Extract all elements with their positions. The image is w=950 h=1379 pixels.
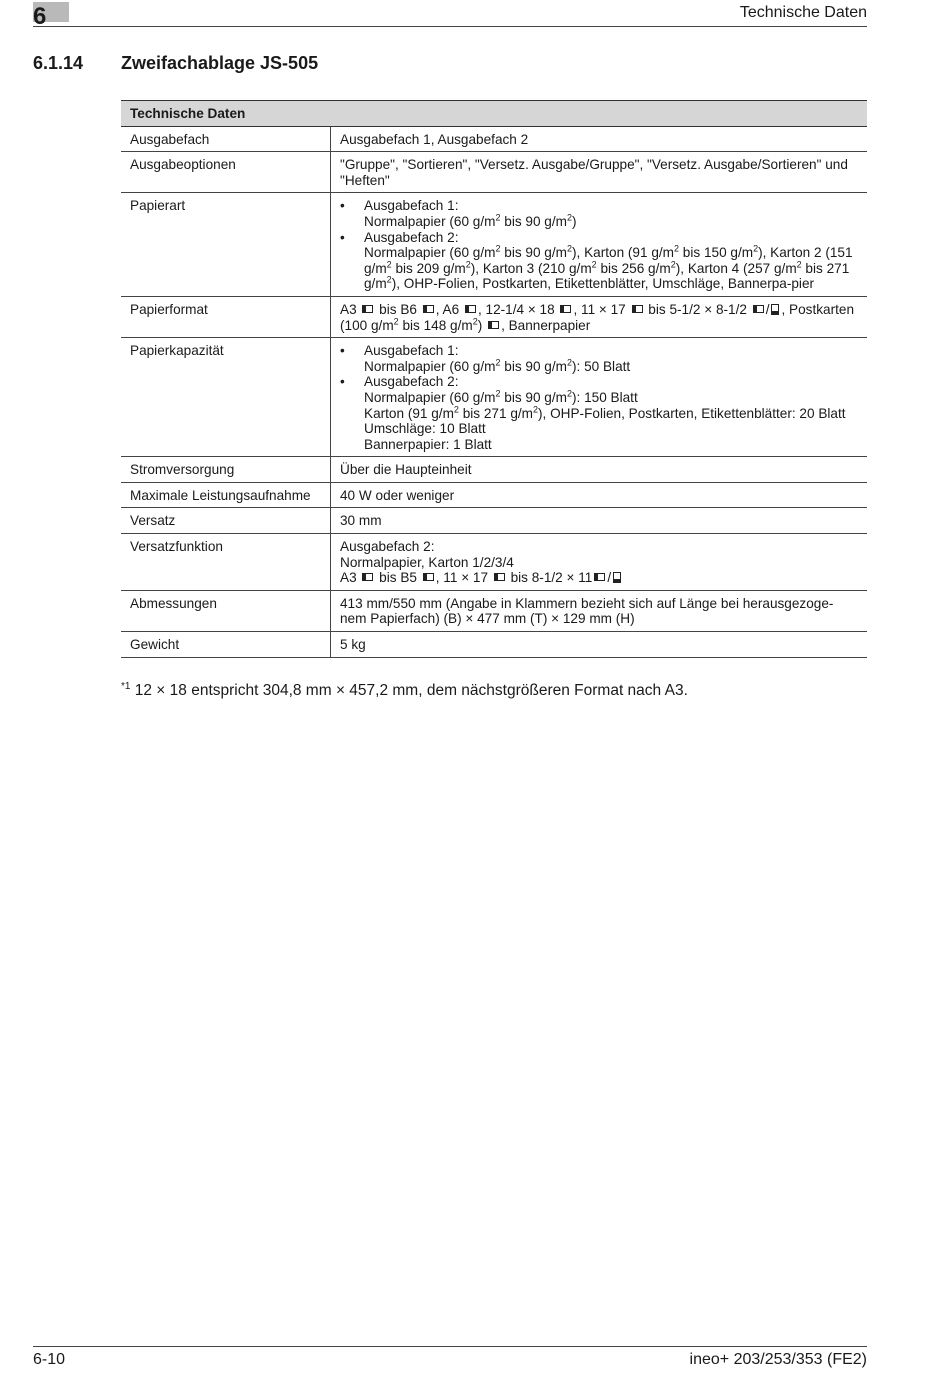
paper-landscape-icon [560,305,571,313]
table-row [121,632,867,658]
row-value: Über die Haupteinheit [331,457,868,483]
paper-landscape-icon [362,573,373,581]
bullet-detail: Normalpapier (60 $g/m^2$ bis 90 $g/m^2$): 50 Blatt [364,357,631,374]
paper-landscape-icon [423,305,434,313]
section-number: 6.1.14 [33,53,84,73]
paper-landscape-icon [362,305,373,313]
paper-landscape-icon [753,305,764,313]
bullet: • [340,374,345,390]
row-key: Ausgabefach [121,126,331,152]
bullet-item: • Ausgabefach 2: [340,374,459,390]
footnote-marker: *1 [121,680,131,692]
row-value: 413 mm/550 mm (Angabe in Klammern bezieht sich auf Länge bei herausgezoge-nem Papierfach) (B) × 477 mm (T) × 129 mm (H) [331,590,868,631]
row-value: 40 W oder weniger [331,482,868,508]
bullet-detail: Normalpapier (60 $g/m^2$ bis 90 $g/m^2$) [364,212,577,229]
row-key: Maximale Leistungsaufnahme [121,482,331,508]
row-value [331,338,868,457]
row-value: Ausgabefach 2: Normalpapier, Karton 1/2/3/4 A3 bis B5 , 11 × 17 bis 8-1/2 × 11 / [331,534,868,591]
bullet-item: • Ausgabefach 1: [340,198,459,214]
table-row [121,590,867,631]
paper-landscape-icon [465,305,476,313]
table-row [121,482,867,508]
paper-landscape-icon [632,305,643,313]
row-value: "Gruppe", "Sortieren", "Versetz. Ausgabe/Gruppe", "Versetz. Ausgabe/Sortieren" und "Heften" [331,152,868,193]
bullet: • [340,198,345,214]
row-key: Gewicht [121,632,331,658]
page-number: 6-10 [33,1351,66,1368]
bullet-detail: Normalpapier (60 $g/m^2$ bis 90 $g/m^2$): 150 Blatt [364,388,638,405]
table-heading: Technische Daten [121,101,867,127]
spec-table [121,100,867,658]
footnote-text: 12 × 18 entspricht 304,8 mm × 457,2 mm, dem nächstgrößeren Format nach A3. [130,682,688,699]
row-key: Papierformat [121,296,331,337]
header-title: Technische Daten [739,4,867,21]
bullet-detail: Umschläge: 10 Blatt [364,421,486,437]
table-row [121,296,867,337]
row-key: Versatzfunktion [121,534,331,591]
row-key: Ausgabeoptionen [121,152,331,193]
paper-portrait-icon [771,304,779,315]
bullet: • [340,343,345,359]
paper-landscape-icon [494,573,505,581]
table-row [121,338,867,457]
row-value: 5 kg [331,632,868,658]
row-key: Versatz [121,508,331,534]
row-value [331,193,868,297]
bullet-item: • Ausgabefach 1: [340,343,459,359]
row-key: Papierart [121,193,331,297]
bullet-item: • Ausgabefach 2: [340,229,459,245]
table-row [121,126,867,152]
row-value: 30 mm [331,508,868,534]
chapter-number: 6 [33,3,47,30]
row-key: Stromversorgung [121,457,331,483]
table-row [121,457,867,483]
paper-landscape-icon [488,321,499,329]
table-header-row [121,101,867,127]
bullet-detail: Karton (91 $g/m^2$ bis 271 $g/m^2$), OHP-Folien, Postkarten, Etikettenblätter: 20 Blatt [364,403,846,421]
footer-divider [33,1346,867,1347]
table-row [121,152,867,193]
table-row [121,534,867,591]
section-title: Zweifachablage JS-505 [121,53,319,73]
paper-portrait-icon [613,572,621,583]
footnote [121,682,688,700]
table-row [121,193,867,297]
bullet: • [340,229,345,245]
row-key: Papierkapazität [121,338,331,457]
bullet-detail: Normalpapier (60 $g/m^2$ bis 90 $g/m^2$), Karton (91 $g/m^2$ bis 150 $g/m^2$), Karton 2 (151 $g/m^2$ bis 209 $g/m^2$), Karton 3 (210 $g/m^2$ bis 256 $g/m^2$), Karton 4 (257 $g/m^2$ bis 271 $g/m^2$), OHP-Folien, Postkarten, Etikettenblätter, Umschläge, Bannerpa-pier [364,243,853,292]
row-value: Ausgabefach 1, Ausgabefach 2 [331,126,868,152]
paper-landscape-icon [423,573,434,581]
paper-landscape-icon [594,573,605,581]
header-divider [33,26,867,27]
table-row [121,508,867,534]
bullet-detail: Bannerpapier: 1 Blatt [364,436,492,452]
row-value: A3 bis B6 , A6 , 12-1/4 × 18 , 11 × 17 bis 5-1/2 × 8-1/2 / , Postkarten (100 $g/m^2$ bis 148 $g/m^2$) , Bannerpapier [331,296,868,337]
row-key: Abmessungen [121,590,331,631]
product-name: ineo+ 203/253/353 (FE2) [689,1351,867,1368]
